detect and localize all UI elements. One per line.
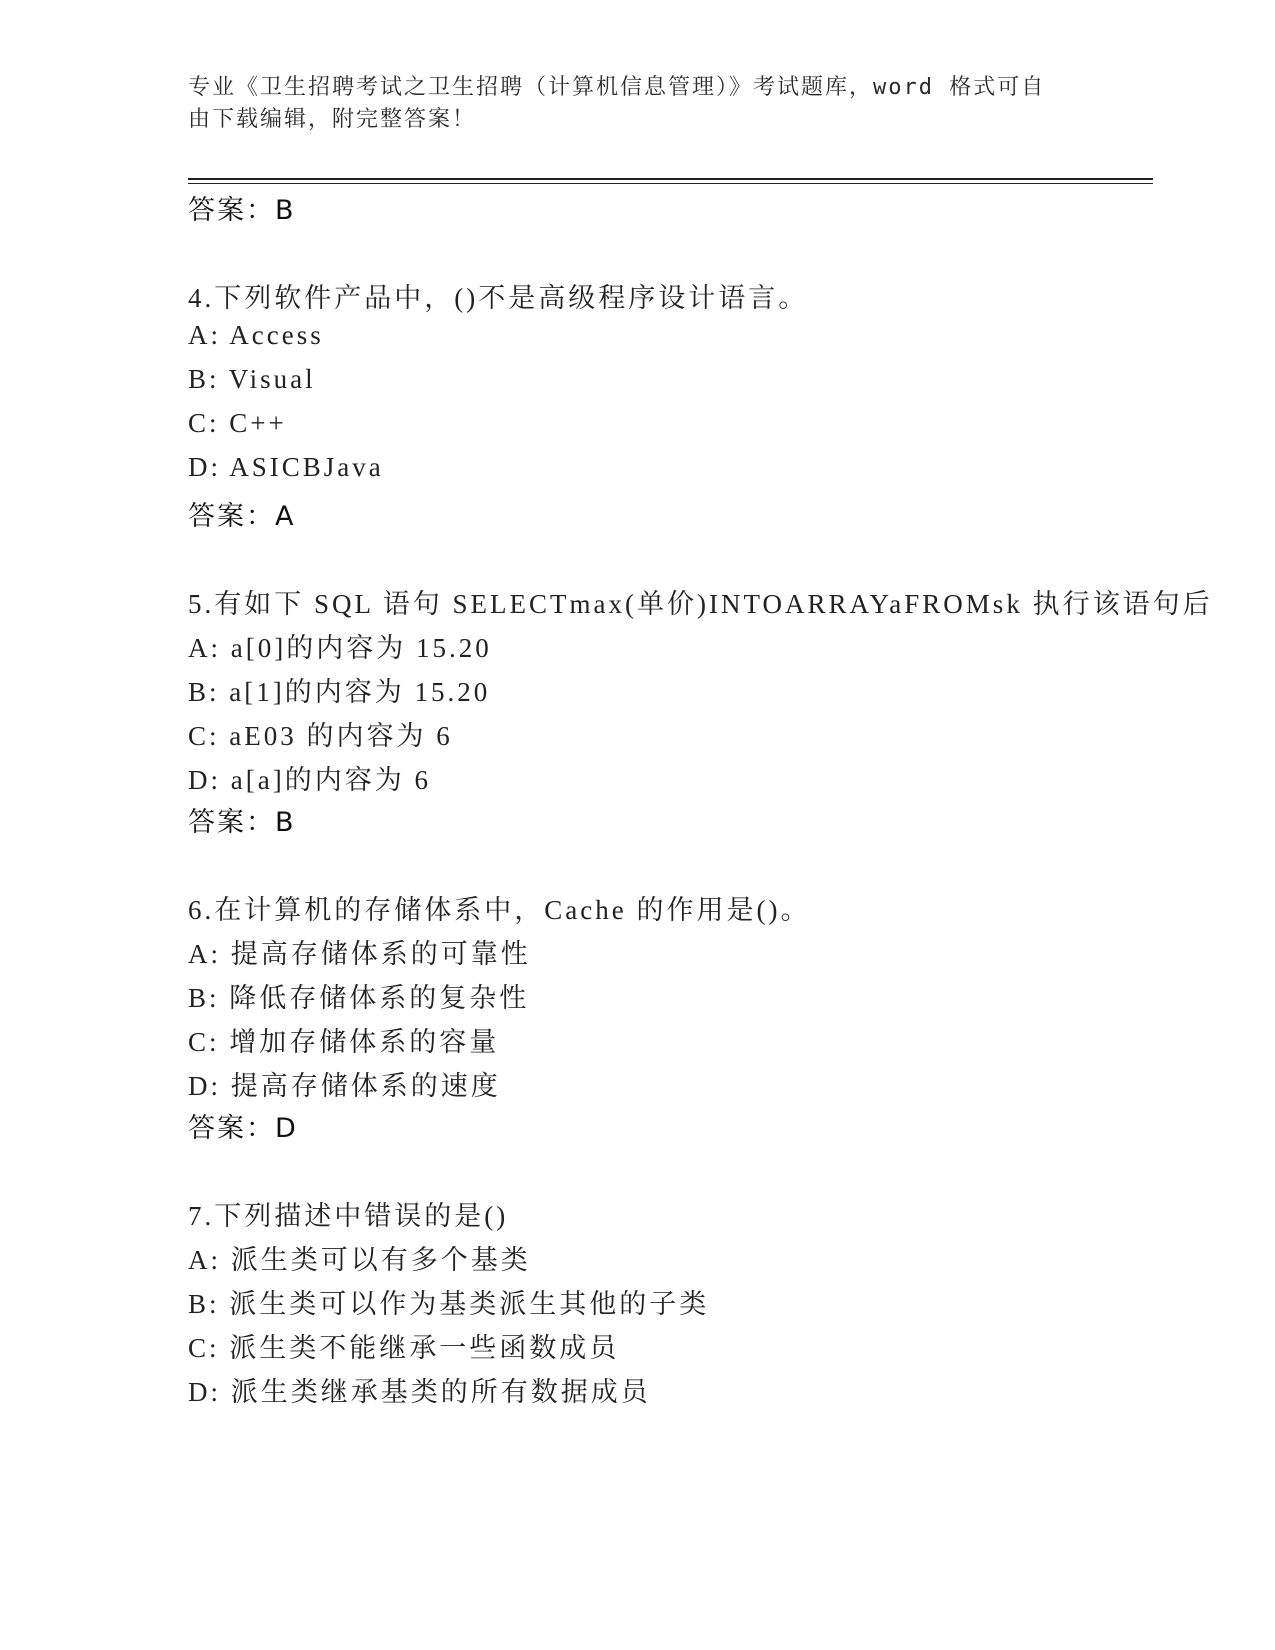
answer-prev: 答案：B (188, 195, 296, 226)
q4-option-d: D: ASICBJava (188, 452, 384, 482)
q4-answer: 答案：A (188, 501, 296, 532)
q7-option-a: A: 派生类可以有多个基类 (188, 1245, 531, 1275)
q7-option-b: B: 派生类可以作为基类派生其他的子类 (188, 1289, 710, 1319)
header-line-2: 由下载编辑，附完整答案！ (188, 107, 477, 132)
q4-option-c: C: C++ (188, 408, 287, 438)
q6-answer: 答案：D (188, 1113, 298, 1144)
q5-answer: 答案：B (188, 807, 296, 838)
q4-option-b: B: Visual (188, 364, 316, 394)
q5-option-a: A: a[0]的内容为 15.20 (188, 633, 492, 663)
q5-option-c: C: aE03 的内容为 6 (188, 721, 453, 751)
q7-option-c: C: 派生类不能继承一些函数成员 (188, 1333, 620, 1363)
header-line-1: 专业《卫生招聘考试之卫生招聘（计算机信息管理）》考试题库，word 格式可自 (188, 75, 1046, 100)
q6-option-b: B: 降低存储体系的复杂性 (188, 983, 530, 1013)
header-divider (188, 178, 1153, 184)
q6-option-c: C: 增加存储体系的容量 (188, 1027, 500, 1057)
q7-option-d: D: 派生类继承基类的所有数据成员 (188, 1377, 651, 1407)
q6-option-a: A: 提高存储体系的可靠性 (188, 939, 531, 969)
q6-option-d: D: 提高存储体系的速度 (188, 1071, 501, 1101)
q5-option-d: D: a[a]的内容为 6 (188, 765, 431, 795)
q5-option-b: B: a[1]的内容为 15.20 (188, 677, 491, 707)
q4-option-a: A: Access (188, 320, 324, 350)
question-7: 7.下列描述中错误的是() (188, 1201, 509, 1231)
question-6: 6.在计算机的存储体系中，Cache 的作用是()。 (188, 895, 811, 925)
question-5: 5.有如下 SQL 语句 SELECTmax(单价)INTOARRAYaFROMsk 执行该语句后 (188, 589, 1213, 619)
document-header (188, 72, 1068, 136)
question-4: 4.下列软件产品中，()不是高级程序设计语言。 (188, 283, 809, 313)
